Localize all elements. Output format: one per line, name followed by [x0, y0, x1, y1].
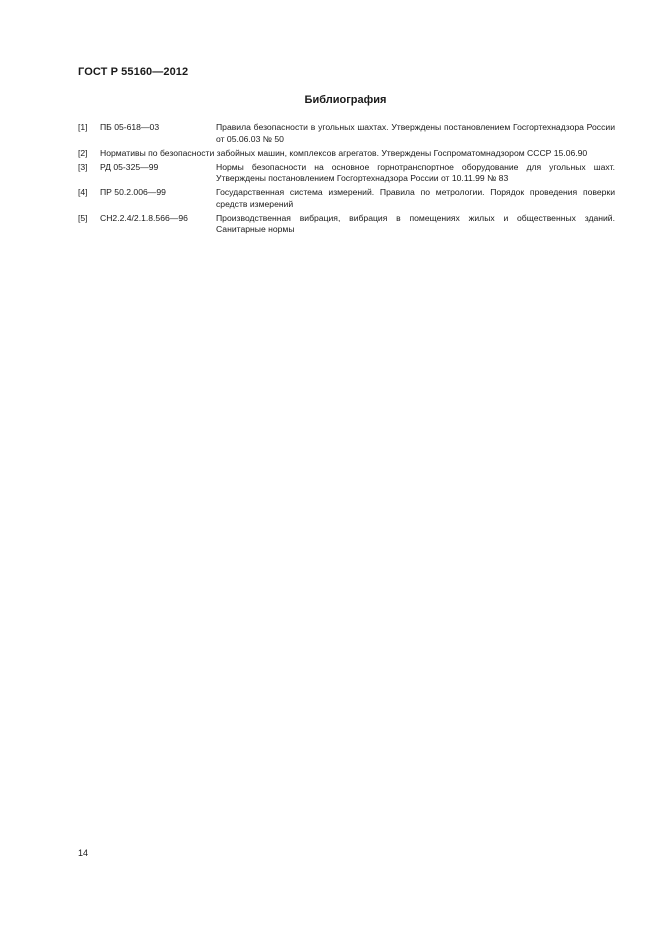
entry-text: Государственная система измерений. Правила по метрологии. Порядок проведения поверки средств измерений	[216, 187, 615, 209]
entry-number: [4]	[78, 187, 88, 198]
entry-code: ПБ 05-618—03	[100, 122, 160, 132]
entry-number: [3]	[78, 161, 88, 172]
bibliography-entry-2	[78, 148, 615, 160]
entry-text: Нормы безопасности на основное горнотранспортное оборудование для угольных шахт. Утверждены постановлением Госгортехнадзора России от 10.11.99 № 83	[216, 161, 615, 184]
entry-text: Нормативы по безопасности забойных машин, комплексов агрегатов. Утверждены Госпроматомнадзором СССР 15.06.90	[100, 147, 588, 158]
entry-code: РД 05-325—99	[100, 161, 159, 172]
entry-number: [1]	[78, 122, 88, 132]
bibliography-entry-3	[78, 162, 615, 185]
bibliography-entry-1	[78, 122, 615, 145]
entry-number: [2]	[78, 147, 88, 158]
entry-number: [5]	[78, 212, 88, 223]
bibliography-list	[78, 122, 615, 238]
entry-code: СН2.2.4/2.1.8.566—96	[100, 212, 188, 223]
document-header: ГОСТ Р 55160—2012	[78, 66, 189, 78]
entry-text: Правила безопасности в угольных шахтах. Утверждены постановлением Госгортехнадзора России от 05.06.03 № 50	[216, 122, 615, 144]
section-title: Библиография	[304, 94, 387, 106]
entry-code: ПР 50.2.006—99	[100, 187, 166, 198]
bibliography-entry-4	[78, 187, 615, 210]
page-number: 14	[78, 848, 89, 858]
bibliography-entry-5	[78, 213, 615, 236]
entry-text: Производственная вибрация, вибрация в помещениях жилых и общественных зданий. Санитарные нормы	[216, 212, 615, 235]
